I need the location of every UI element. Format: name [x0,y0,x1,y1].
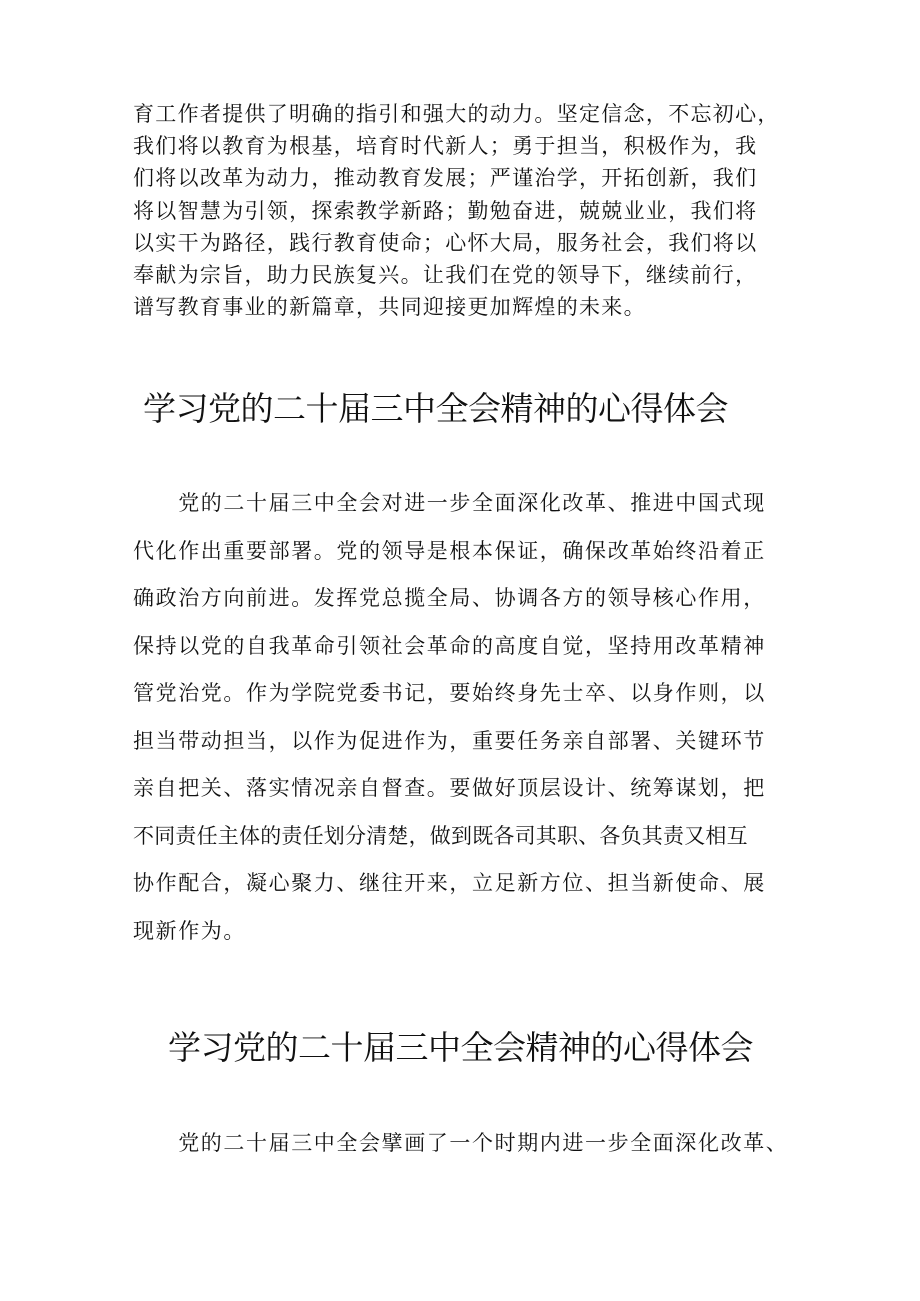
text-line: 确政治方向前进。发挥党总揽全局、协调各方的领导核心作用， [133,586,766,610]
section-1-paragraph [133,480,803,955]
text-line: 以实干为路径，践行教育使命；心怀大局，服务社会，我们将以 [133,230,758,255]
text-line: 现新作为。 [133,918,246,943]
text-line: 担当带动担当，以作为促进作为，重要任务亲自部署、关键环节 [133,728,766,753]
section-2-paragraph [133,1120,803,1168]
text-line: 不同责任主体的责任划分清楚，做到既各司其职、各负其责又相互 [133,823,748,848]
text-line: 管党治党。作为学院党委书记，要始终身先士卒、以身作则，以 [133,681,766,705]
section-1-title: 学习党的二十届三中全会精神的心得体会 [143,389,728,428]
text-line: 协作配合，凝心聚力、继往开来，立足新方位、担当新使命、展 [133,871,766,895]
text-line: 我们将以教育为根基，培育时代新人；勇于担当，积极作为，我 [133,134,758,159]
text-line: 谱写教育事业的新篇章，共同迎接更加辉煌的未来。 [133,295,646,320]
section-2-title: 学习党的二十届三中全会精神的心得体会 [168,1028,753,1067]
text-line: 代化作出重要部署。党的领导是根本保证，确保改革始终沿着正 [133,538,766,563]
intro-paragraph [133,98,803,323]
text-line: 亲自把关、落实情况亲自督查。要做好顶层设计、统筹谋划，把 [133,776,766,800]
text-line: 育工作者提供了明确的指引和强大的动力。坚定信念，不忘初心， [133,102,780,126]
text-line: 党的二十届三中全会擘画了一个时期内进一步全面深化改革、 [133,1131,789,1155]
text-line: 党的二十届三中全会对进一步全面深化改革、推进中国式现 [133,491,766,515]
text-line: 奉献为宗旨，助力民族复兴。让我们在党的领导下，继续前行， [133,263,758,288]
text-line: 们将以改革为动力，推动教育发展；严谨治学，开拓创新，我们 [133,166,758,191]
text-line: 将以智慧为引领，探索教学新路；勤勉奋进，兢兢业业，我们将 [133,198,758,223]
text-line: 保持以党的自我革命引领社会革命的高度自觉，坚持用改革精神 [133,633,766,658]
